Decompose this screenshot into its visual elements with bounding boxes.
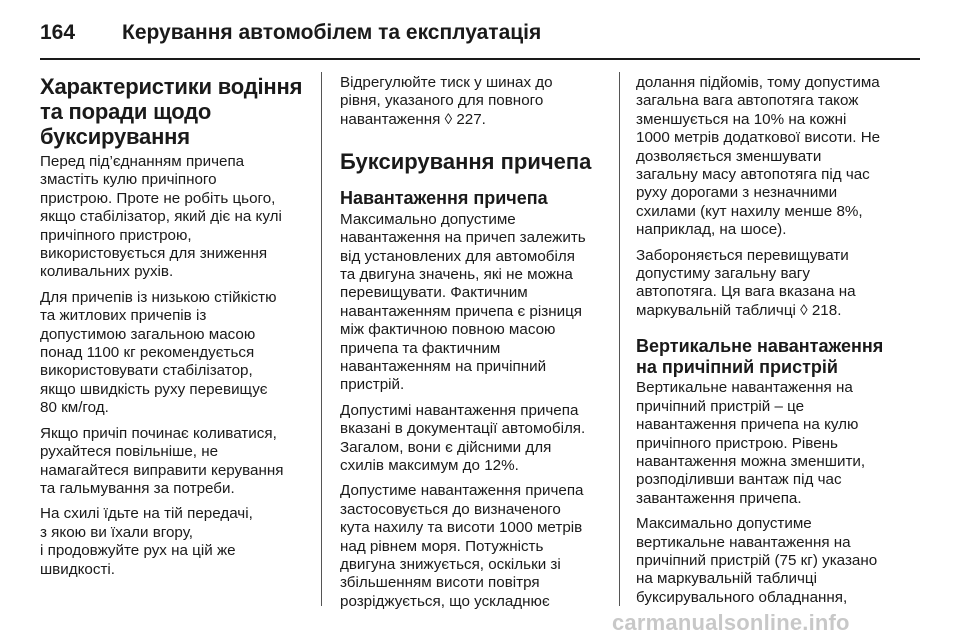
text-line: якщо швидкість руху перевищує	[40, 380, 268, 398]
text-line: причепа та фактичним	[340, 339, 501, 357]
column-2	[340, 74, 606, 618]
text-line: схилами (кут нахилу менше 8%,	[636, 202, 863, 220]
text-line: коливальних рухів.	[40, 263, 174, 281]
text-line: понад 1100 кг рекомендується	[40, 344, 255, 362]
text-line: зменшується на 10% на кожні	[636, 110, 847, 128]
text-line: Максимально допустиме	[340, 210, 516, 228]
text-line: Забороняється перевищувати	[636, 246, 849, 264]
subsection-heading: Навантаження причепа	[340, 188, 548, 209]
column-divider	[619, 72, 620, 606]
column-1	[40, 74, 302, 586]
text-line: двигуна знижується, оскільки зі	[340, 556, 561, 574]
section-heading	[40, 74, 302, 149]
page-header	[40, 18, 920, 48]
text-line: з якою ви їхали вгору,	[40, 523, 193, 541]
paragraph	[40, 153, 302, 282]
text-line: загальну масу автопотяга під час	[636, 166, 870, 184]
text-line: буксирувального обладнання,	[636, 588, 848, 606]
text-line: Допустимі навантаження причепа	[340, 401, 579, 419]
text-line: 1000 метрів додаткової висоти. Не	[636, 129, 881, 147]
column-3	[636, 74, 922, 614]
text-line: навантаження на причеп залежить	[340, 229, 586, 247]
text-line: Загалом, вони є дійсними для	[340, 438, 552, 456]
text-line: розподіливши вантаж під час	[636, 471, 842, 489]
text-line: та гальмування за потреби.	[40, 479, 235, 497]
paragraph	[40, 425, 302, 499]
paragraph	[636, 247, 922, 321]
text-line: і продовжуйте рух на цій же	[40, 542, 236, 560]
text-line: швидкості.	[40, 560, 116, 578]
text-line: використовується для зниження	[40, 245, 268, 263]
paragraph	[40, 505, 302, 579]
text-line: навантаження причепа на кулю	[636, 416, 859, 434]
paragraph	[340, 482, 606, 611]
text-line: якщо стабілізатор, який діє на кулі	[40, 208, 282, 226]
paragraph	[340, 402, 606, 476]
text-line: використовувати стабілізатор,	[40, 362, 253, 380]
running-title: Керування автомобілем та експлуатація	[122, 21, 542, 44]
text-line: навантаження ◊ 227.	[340, 110, 486, 128]
text-line: Допустиме навантаження причепа	[340, 482, 584, 500]
text-line: Якщо причіп починає коливатися,	[40, 424, 277, 442]
text-line: та двигуна значень, які не можна	[340, 265, 573, 283]
heading-line: Вертикальне навантаження	[636, 336, 884, 357]
text-line: рівня, указаного для повного	[340, 92, 544, 110]
page-number: 164	[40, 21, 76, 44]
paragraph	[636, 379, 922, 508]
text-line: вказані в документації автомобіля.	[340, 420, 586, 438]
paragraph	[40, 289, 302, 418]
text-line: наприклад, на шосе).	[636, 221, 787, 239]
text-line: схилів максимум до 12%.	[340, 457, 519, 474]
text-line: причіпного пристрою,	[40, 226, 192, 244]
text-line: 80 км/год.	[40, 399, 109, 417]
text-line: загальна вага автопотяга також	[636, 92, 859, 110]
text-line: перевищувати. Фактичним	[340, 284, 528, 302]
text-line: пристрою. Проте не робіть цього,	[40, 189, 276, 207]
text-line: вертикальне навантаження на	[636, 533, 851, 551]
text-line: Для причепів із низькою стійкістю	[40, 288, 277, 306]
column-divider	[321, 72, 322, 606]
heading-line: буксирування	[40, 124, 190, 149]
text-line: змастіть кулю причіпного	[40, 171, 217, 189]
text-line: допустиму загальну вагу	[636, 265, 810, 283]
text-line: причіпного пристрою. Рівень	[636, 434, 838, 452]
text-line: навантаження можна зменшити,	[636, 452, 866, 470]
paragraph	[636, 74, 922, 240]
text-line: застосовується до визначеного	[340, 500, 561, 518]
text-line: Вертикальне навантаження на	[636, 379, 853, 397]
text-line: допустимою загальною масою	[40, 325, 256, 343]
watermark: carmanualsonline.info	[612, 610, 850, 635]
text-line: навантаженням на причіпний	[340, 357, 547, 375]
text-line: пристрій.	[340, 376, 405, 394]
text-line: збільшенням висоти повітря	[340, 574, 540, 592]
text-line: причіпний пристрій – це	[636, 397, 805, 415]
text-line: причіпний пристрій (75 кг) указано	[636, 551, 878, 569]
text-line: руху дорогами з незначними	[636, 184, 838, 202]
text-line: розріджується, що ускладнює	[340, 592, 550, 610]
text-line: Максимально допустиме	[636, 515, 812, 533]
text-line: навантаженням причепа є різниця	[340, 302, 583, 320]
text-line: автопотяга. Ця вага вказана на	[636, 283, 856, 301]
text-line: від установлених для автомобіля	[340, 247, 575, 265]
heading-line: та поради щодо	[40, 99, 212, 124]
text-line: між фактичною повною масою	[340, 321, 556, 339]
subsection-heading	[636, 336, 922, 377]
text-line: намагайтеся виправити керування	[40, 461, 284, 479]
text-line: Відрегулюйте тиск у шинах до	[340, 74, 553, 91]
text-line: рухайтеся повільніше, не	[40, 443, 219, 461]
paragraph	[340, 211, 606, 395]
text-line: та житлових причепів із	[40, 307, 207, 325]
text-line: на маркувальній табличці	[636, 570, 817, 588]
text-line: маркувальній табличці ◊ 218.	[636, 301, 842, 319]
paragraph	[636, 515, 922, 607]
chapter-heading: Буксирування причепа	[340, 149, 592, 175]
text-line: дозволяється зменшувати	[636, 147, 822, 165]
header-rule	[40, 58, 920, 60]
paragraph	[340, 74, 606, 129]
text-line: над рівнем моря. Потужність	[340, 537, 544, 555]
heading-line: на причіпний пристрій	[636, 356, 838, 377]
heading-line: Характеристики водіння	[40, 74, 303, 99]
text-line: На схилі їдьте на тій передачі,	[40, 505, 253, 523]
text-line: Перед під’єднанням причепа	[40, 153, 245, 170]
text-line: завантаження причепа.	[636, 489, 802, 507]
text-line: долання підйомів, тому допустима	[636, 74, 880, 91]
text-line: кута нахилу та висоти 1000 метрів	[340, 519, 583, 537]
